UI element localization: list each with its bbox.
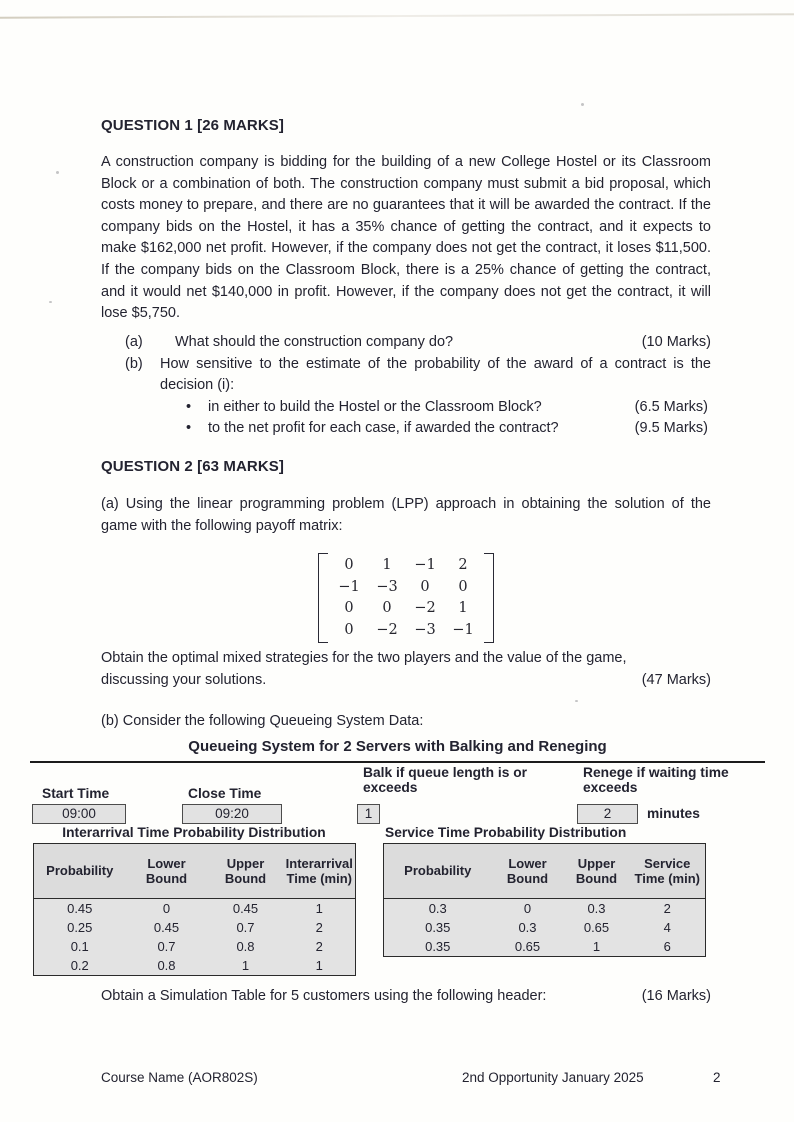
table-row — [34, 937, 356, 956]
scan-artifact-line — [0, 13, 794, 19]
table-cell: 4 — [663, 920, 671, 935]
matrix-cell: −1 — [452, 621, 474, 638]
matrix-cell: −2 — [414, 600, 436, 616]
queueing-parameters — [30, 763, 765, 825]
interarrival-distribution-table — [33, 843, 356, 976]
scan-speck — [581, 103, 584, 106]
column-header: Lower Bound — [126, 844, 208, 899]
scan-speck — [49, 301, 52, 303]
q2a-closing-line2: discussing your solutions. — [101, 671, 267, 688]
payoff-matrix — [101, 553, 711, 643]
table-cell: 0.8 — [236, 939, 255, 954]
table-row — [384, 899, 706, 919]
column-header: Interarrival Time (min) — [284, 844, 356, 899]
table-cell: 0.8 — [157, 958, 176, 973]
q2a-marks: (47 Marks) — [641, 671, 711, 688]
table-cell: 0 — [162, 901, 171, 916]
queueing-table-title: Queueing System for 2 Servers with Balking and Reneging — [188, 738, 607, 755]
matrix-cell: −2 — [376, 621, 398, 638]
q1-bullet-1-marks: (6.5 Marks) — [634, 398, 708, 415]
matrix-right-bracket — [484, 553, 494, 643]
q1-bullet-2-marks: (9.5 Marks) — [634, 420, 708, 437]
balk-field: 1 — [357, 804, 380, 824]
start-time-field: 09:00 — [32, 804, 126, 824]
q1-bullet-2 — [101, 418, 711, 440]
table-cell: 1 — [592, 939, 601, 954]
footer-course-name: Course Name (AOR802S) — [101, 1070, 258, 1085]
table-cell: 0.7 — [236, 920, 255, 935]
table-cell: 0.35 — [425, 939, 451, 954]
table-cell: 0.65 — [514, 939, 541, 954]
table-cell: 0.45 — [153, 920, 180, 935]
table-cell: 0.45 — [67, 901, 93, 916]
close-time-label: Close Time — [188, 786, 262, 801]
matrix-cell: 0 — [344, 600, 354, 616]
question2-part-b-text: (b) Consider the following Queueing System Data: — [101, 713, 424, 729]
table-cell: 0.3 — [587, 901, 606, 916]
column-header: Upper Bound — [564, 844, 630, 899]
q1-item-a-marks: (10 Marks) — [641, 334, 711, 350]
column-header: Lower Bound — [492, 844, 564, 899]
matrix-cell: −1 — [338, 578, 360, 595]
matrix-cell: 1 — [382, 557, 392, 573]
question2-part-a-text: (a) Using the linear programming problem (LPP) approach in obtaining the solution of the game with the following payoff matrix: — [101, 496, 711, 534]
matrix-cell: 0 — [458, 578, 468, 595]
question2-heading: QUESTION 2 [63 MARKS] — [101, 458, 284, 475]
service-distribution-table — [383, 843, 706, 957]
balk-label: Balk if queue length is or exceeds — [363, 765, 528, 795]
q2a-closing-line1: Obtain the optimal mixed strategies for the two players and the value of the game, — [101, 650, 627, 666]
matrix-values — [328, 553, 484, 643]
table-cell: 2 — [315, 939, 323, 954]
table-row — [384, 937, 706, 957]
renege-unit-label: minutes — [647, 806, 700, 821]
table-row — [34, 918, 356, 937]
q1-bullet-1-text: in either to build the Hostel or the Classroom Block? — [208, 398, 542, 415]
question1-subparts — [101, 332, 711, 440]
matrix-cell: 0 — [344, 557, 354, 573]
table-cell: 0.35 — [425, 920, 451, 935]
q1-item-a-label: (a) — [125, 334, 143, 350]
matrix-cell: 2 — [458, 557, 468, 573]
matrix-cell: −3 — [414, 621, 436, 638]
table-cell: 0 — [523, 901, 532, 916]
simulation-instruction-text: Obtain a Simulation Table for 5 customers using the following header: — [101, 988, 547, 1004]
column-header: Probability — [34, 844, 126, 899]
table-cell: 2 — [663, 901, 671, 916]
simulation-instruction-marks: (16 Marks) — [641, 988, 711, 1004]
matrix-cell: −1 — [414, 557, 436, 573]
scan-speck — [56, 171, 59, 174]
column-header: Service Time (min) — [630, 844, 706, 899]
bullet-icon — [186, 397, 191, 419]
table-cell: 0.1 — [70, 939, 89, 954]
footer-exam-session: 2nd Opportunity January 2025 — [462, 1070, 644, 1085]
q1-item-b-text: How sensitive to the estimate of the probability of the award of a contract is the decision (i): — [160, 355, 711, 394]
table-row — [34, 899, 356, 919]
table-header-row — [34, 844, 356, 899]
question2-part-a-closing — [101, 648, 711, 691]
table-row — [384, 918, 706, 937]
table-row — [34, 956, 356, 976]
q1-item-a — [101, 332, 711, 354]
question1-paragraph: A construction company is bidding for the building of a new College Hostel or its Classroom Block or a combination of both. The construction company must submit a bid proposal, which costs money to prepare, and there are no guarantees that it will be awarded the contract. If the company bids on the Hostel, it has a 35% chance of getting the contract, and it expects to make $162,000 net profit. However, if the company does not get the contract, it loses $11,500. If the company bids on the Classroom Block, there is a 25% chance of getting the contract, and it would net $140,000 in profit. However, if the company does not get the contract, it will lose $5,750. — [101, 154, 711, 322]
table-cell: 6 — [663, 939, 671, 954]
q1-item-a-text: What should the construction company do? — [175, 334, 454, 350]
table-cell: 0.25 — [67, 920, 93, 935]
table-cell: 1 — [315, 901, 323, 916]
service-table-title: Service Time Probability Distribution — [385, 825, 627, 840]
matrix-cell: −3 — [376, 578, 398, 595]
scan-speck — [575, 700, 578, 702]
table-cell: 0.7 — [157, 939, 176, 954]
matrix-left-bracket — [318, 553, 328, 643]
q1-item-b — [101, 354, 711, 397]
matrix-cell: 0 — [382, 600, 392, 616]
table-cell: 0.3 — [428, 901, 447, 916]
bullet-icon — [186, 418, 191, 440]
q1-item-b-label: (b) — [125, 355, 143, 372]
column-header: Probability — [384, 844, 492, 899]
table-cell: 0.3 — [518, 920, 537, 935]
question1-heading: QUESTION 1 [26 MARKS] — [101, 117, 284, 134]
table-cell: 2 — [315, 920, 323, 935]
renege-label: Renege if waiting time exceeds — [583, 765, 729, 795]
table-cell: 0.45 — [232, 901, 259, 916]
renege-field: 2 — [577, 804, 638, 824]
interarrival-table-title: Interarrival Time Probability Distribution — [62, 825, 326, 840]
simulation-instruction — [101, 988, 711, 1004]
start-time-label: Start Time — [42, 786, 110, 801]
table-cell: 1 — [241, 958, 250, 973]
matrix-cell: 1 — [458, 600, 468, 616]
column-header: Upper Bound — [208, 844, 284, 899]
table-cell: 0.2 — [70, 958, 89, 973]
footer-page-number: 2 — [713, 1070, 721, 1085]
table-cell: 0.65 — [583, 920, 610, 935]
matrix-cell: 0 — [420, 578, 430, 595]
table-header-row — [384, 844, 706, 899]
queueing-system-block — [30, 738, 765, 973]
table-cell: 1 — [315, 958, 323, 973]
close-time-field: 09:20 — [182, 804, 282, 824]
q1-bullet-2-text: to the net profit for each case, if awarded the contract? — [208, 420, 559, 437]
q1-bullet-1 — [101, 397, 711, 419]
matrix-cell: 0 — [344, 621, 354, 638]
